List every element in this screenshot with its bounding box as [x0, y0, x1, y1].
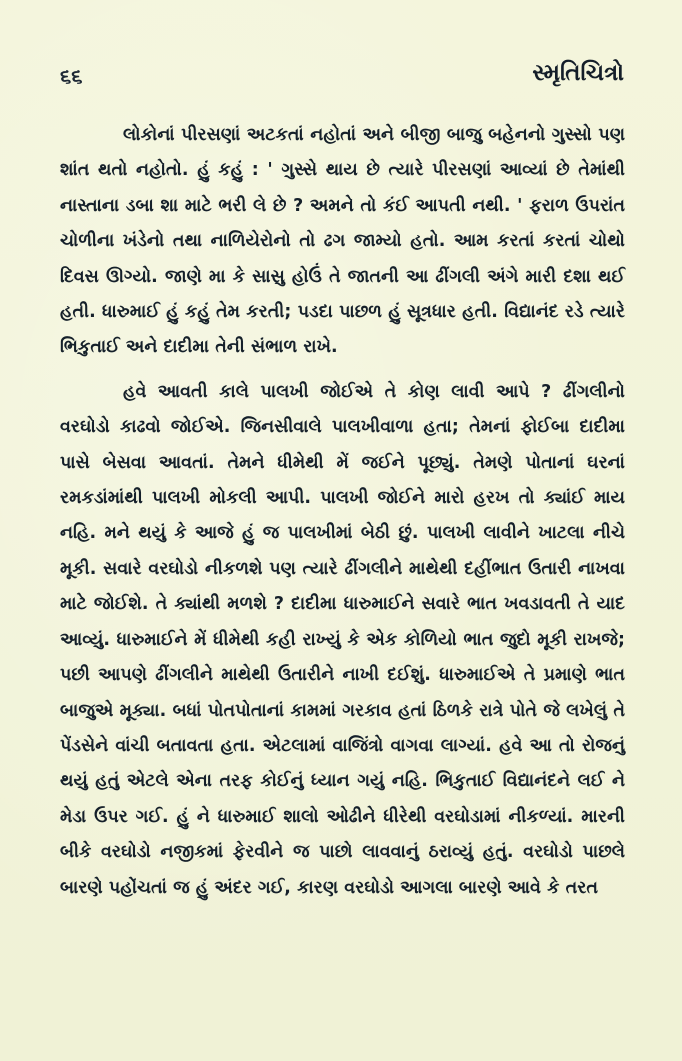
page-number: ૬૬: [60, 64, 83, 88]
running-title: સ્મૃતિચિત્રો: [532, 60, 624, 86]
paragraph: લોકોનાં પીરસણાં અટકતાં નહોતાં અને બીજી બાજુ બહેનનો ગુસ્સો પણ શાંત થતો નહોતો. હું કહું : ' ગુસ્સે થાય છે ત્યારે પીરસણાં આવ્યાં છે તેમાંથી નાસ્તાના ડબા શા માટે ભરી લે છે ? અમને તો કંઈ આપતી નથી. ' ફરાળ ઉપરાંત ચોળીના ખંડેનો તથા નાળિયેરોનો તો ઢગ જામ્યો હતો. આમ કરતાં કરતાં ચોથો દિવસ ઊગ્યો. જાણે મા કે સાસુ હોઉં તે જાતની આ ઢીંગલી અંગે મારી દશા થઈ હતી. ધારુમાઈ હું કહું તેમ કરતી; પડદા પાછળ હું સૂત્રધાર હતી. વિદ્યાનંદ રડે ત્યારે ભિકુતાઈ અને દાદીમા તેની સંભાળ રાખે.: [60, 125, 625, 358]
page-body: [60, 118, 625, 906]
paragraph: હવે આવતી કાલે પાલખી જોઈએ તે કોણ લાવી આપે ? ઢીંગલીનો વરઘોડો કાઢવો જોઈએ. જિનસીવાલે પાલખીવાળા હતા; તેમનાં ફોઈબા દાદીમા પાસે બેસવા આવતાં. તેમને ધીમેથી મેં જઈને પૂછ્યું. તેમણે પોતાનાં ઘરનાં રમકડાંમાંથી પાલખી મોકલી આપી. પાલખી જોઈને મારો હરખ તો ક્યાંઈ માય નહિ. મને થયું કે આજે હું જ પાલખીમાં બેઠી છું. પાલખી લાવીને ખાટલા નીચે મૂકી. સવારે વરઘોડો નીકળશે પણ ત્યારે ઢીંગલીને માથેથી દહીંભાત ઉતારી નાખવા માટે જોઈશે. તે ક્યાંથી મળશે ? દાદીમા ધારુમાઈને સવારે ભાત ખવડાવતી તે યાદ આવ્યું. ધારુમાઈને મેં ધીમેથી કહી રાખ્યું કે એક કોળિયો ભાત જુદો મૂકી રાખજે; પછી આપણે ઢીંગલીને માથેથી ઉતારીને નાખી દઈશું. ધારુમાઈએ તે પ્રમાણે ભાત બાજુએ મૂક્યા. બધાં પોતપોતાનાં કામમાં ગરકાવ હતાં ઠિળકે રાત્રે પોતે જે લખેલું તે પેંડસેને વાંચી બતાવતા હતા. એટલામાં વાજિંત્રો વાગવા લાગ્યાં. હવે આ તો રોજનું થયું હતું એટલે એના તરફ કોઈનું ધ્યાન ગયું નહિ. ભિકુતાઈ વિદ્યાનંદને લઈ ને મેડા ઉપર ગઈ. હું ને ધારુમાઈ શાલો ઓઢીને ધીરેથી વરઘોડામાં નીકળ્યાં. મારની બીકે વરઘોડો નજીકમાં ફેરવીને જ પાછો લાવવાનું ઠરાવ્યું હતું. વરઘોડો પાછલે બારણે પહોંચતાં જ હું અંદર ગઈ, કારણ વરઘોડો આગલા બારણે આવે કે તરત: [60, 381, 625, 898]
